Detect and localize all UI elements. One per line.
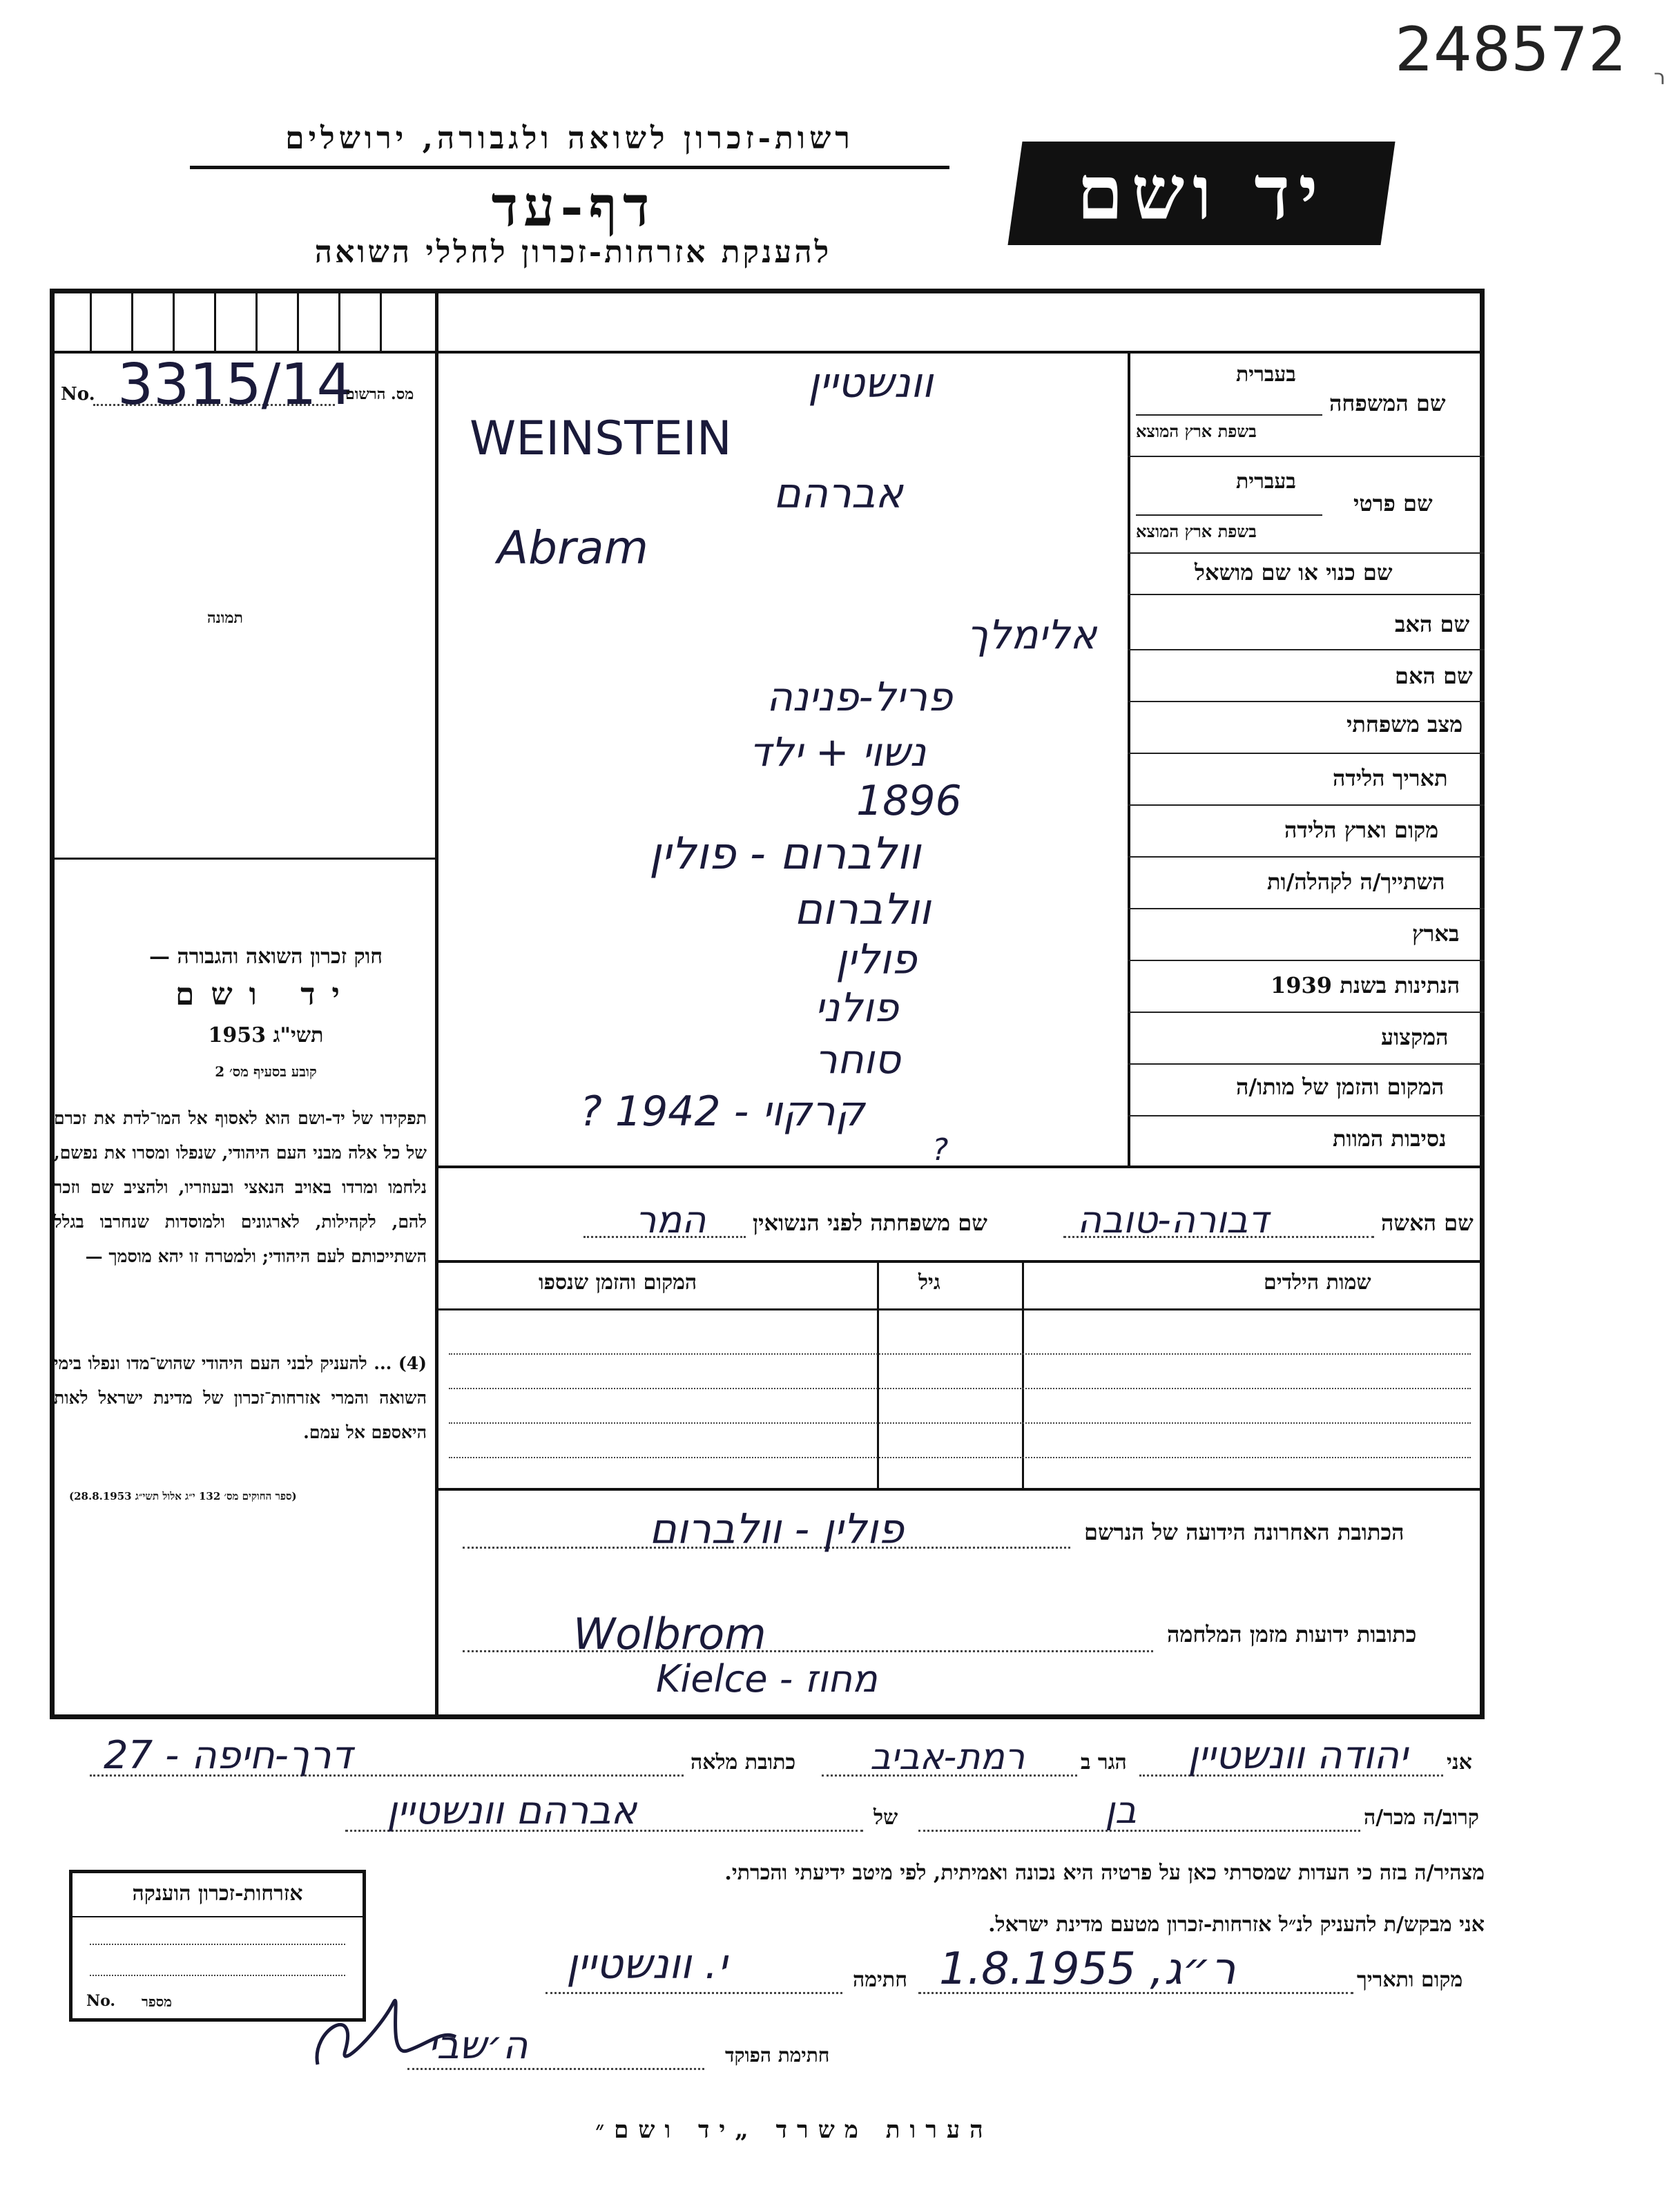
family-name-hebrew-value: וונשטיין: [808, 359, 934, 407]
father-label: שם האב: [1395, 611, 1470, 637]
declarant-name: יהודה וונשטיין: [1188, 1733, 1408, 1778]
children-col-divider: [1022, 1261, 1024, 1489]
tick: [214, 289, 216, 351]
death-label: המקום והזמן של מותו/ה: [1236, 1074, 1445, 1100]
citizenship-value: פולני: [815, 984, 899, 1031]
children-col-divider: [877, 1261, 879, 1489]
death-value: קרקוי - 1942 ?: [580, 1087, 865, 1136]
granted-box-rule: [73, 1916, 363, 1917]
birth-place-value: וולברום - פולין: [649, 829, 921, 880]
first-name-sub-origin: בשפת ארץ המוצא: [1136, 521, 1257, 541]
granted-number-label: מספר: [142, 1993, 172, 2010]
form-title: דף-עד: [491, 174, 655, 239]
no-label: No.: [61, 384, 95, 405]
mother-label: שם האם: [1395, 663, 1473, 689]
first-name-sub-hebrew: בעברית: [1236, 470, 1296, 494]
marital-label: מצב משפחתי: [1346, 711, 1463, 737]
corner-mark: ר: [1654, 66, 1665, 90]
officer-signature-scrawl: [304, 1989, 463, 2078]
community-label: השתייך/ה לקהלה/ות: [1267, 869, 1445, 895]
officer-signature: ה׳שבי: [428, 2023, 528, 2068]
tick: [131, 289, 133, 351]
section-divider: [436, 1260, 1485, 1263]
child-row: [449, 1388, 1471, 1389]
wife-value: דבורה-טובה: [1077, 1198, 1268, 1241]
rule: [1128, 1115, 1485, 1116]
wife-label: שם האשה: [1381, 1210, 1474, 1236]
declarant-signature: י. וונשטיין: [566, 1940, 727, 1989]
registration-label: מס. הרשום: [345, 385, 414, 403]
law-text-2: (4) ... להעניק לבני העם היהודי שהוש־מדו ונפלו בימי השואה והמרי אזרחות־זכרון של מדינת ישראל לאות היאספם אל עמם.: [54, 1353, 427, 1442]
profession-label: המקצוע: [1381, 1024, 1449, 1050]
child-row: [449, 1422, 1471, 1424]
signature-dotline: [545, 1992, 842, 1994]
place-date-label: מקום ותאריך: [1357, 1968, 1463, 1992]
child-row: [449, 1457, 1471, 1458]
community-value: וולברום: [794, 884, 931, 934]
rule: [1128, 701, 1485, 702]
first-name-hebrew-value: אברהם: [773, 470, 903, 518]
war-address-dotline: [463, 1650, 1153, 1652]
law-year: תשי"ג 1953: [208, 1023, 324, 1047]
wife-maiden-value: המר: [635, 1198, 706, 1241]
authority-underline: [190, 166, 949, 169]
granted-box-dotline: [90, 1975, 345, 1976]
form-subtitle: להענקת אזרחות-זכרון לחללי השואה: [314, 235, 832, 270]
logo-text: יד ושם: [1076, 150, 1326, 237]
rule: [1128, 1012, 1485, 1013]
country-value: פולין: [836, 936, 917, 984]
birth-date-value: 1896: [856, 777, 962, 825]
family-name-sub-origin: בשפת ארץ המוצא: [1136, 421, 1257, 441]
war-address-value-1: Wolbrom: [573, 1609, 766, 1659]
officer-signature-label: חתימת הפוקד: [725, 2044, 830, 2067]
left-column-divider: [435, 289, 438, 1719]
rule: [1128, 649, 1485, 650]
photo-bottom-line: [50, 858, 436, 860]
war-address-value-2: Kielce - מחוז: [656, 1657, 878, 1701]
signature-label: חתימה: [853, 1968, 907, 1992]
tick: [338, 289, 340, 351]
rule: [1128, 856, 1485, 858]
resides-label: הגר ב: [1081, 1750, 1127, 1774]
rule: [1128, 1063, 1485, 1065]
relation-dotline: [918, 1830, 1360, 1832]
nickname-label: שם כנוי או שם מושאל: [1195, 559, 1393, 586]
declaration-text: מצהיר/ה בזה כי העדות שמסרתי כאן על פרטיה היא נכונה ואמיתית, לפי מיטב ידיעתי והכרתי.: [724, 1861, 1485, 1885]
archive-number: 248572: [1395, 14, 1627, 85]
family-name-label: שם המשפחה: [1329, 390, 1446, 416]
rule: [1128, 753, 1485, 754]
war-address-label: כתובות ידועות מזמן המלחמה: [1167, 1621, 1417, 1647]
death-cause-label: נסיבות המוות: [1333, 1125, 1447, 1152]
footer-notes: הערות משרד „יד ושם״: [595, 2116, 993, 2144]
law-name: יד ושם: [175, 977, 356, 1012]
tick: [297, 289, 299, 351]
declarant-city: רמת-אביב: [870, 1737, 1025, 1778]
death-cause-value: ?: [932, 1132, 949, 1168]
declarant-i-label: אני: [1447, 1750, 1472, 1774]
first-name-origin-value: Abram: [497, 521, 648, 574]
tick: [90, 289, 92, 351]
law-source: (ספר החוקים מס׳ 132 י״ג אלול תשי״ג 28.8.1953): [69, 1490, 297, 1502]
children-header-place: המקום והזמן שנספו: [539, 1270, 697, 1295]
rule: [1128, 594, 1485, 595]
section-divider: [436, 1488, 1485, 1491]
declarant-relation: בן: [1105, 1788, 1137, 1832]
rule: [1136, 514, 1322, 516]
law-title: חוק זכרון השואה והגבורה —: [149, 945, 383, 969]
marital-value: נשוי + ילד: [749, 728, 927, 775]
children-header-age: גיל: [918, 1270, 940, 1295]
of-label: של: [873, 1806, 898, 1830]
rule: [1128, 804, 1485, 806]
place-date-value: ר״ג, 1.8.1955: [939, 1944, 1236, 1995]
section-divider: [436, 1165, 1485, 1168]
relative-label: קרוב/ה מכר/ה: [1364, 1806, 1479, 1830]
declarant-address: דרך-חיפה - 27: [104, 1733, 353, 1778]
country-label: בארץ: [1412, 920, 1460, 947]
tick: [173, 289, 175, 351]
children-header-names: שמות הילדים: [1264, 1270, 1371, 1295]
granted-no-label: No.: [86, 1992, 116, 2010]
citizenship-label: הנתינות בשנת 1939: [1271, 972, 1460, 998]
birth-place-label: מקום וארץ הלידה: [1284, 817, 1439, 843]
request-text: אני מבקש/ת להעניק לנ״ל אזרחות-זכרון מטעם מדינת ישראל.: [988, 1913, 1485, 1937]
full-address-label: כתובת מלאה: [691, 1750, 796, 1774]
wife-maiden-label: שם משפחתה לפני הנשואין: [753, 1210, 987, 1236]
rule: [1136, 414, 1322, 416]
family-name-origin-value: WEINSTEIN: [470, 412, 732, 466]
last-address-value: פולין - וולברום: [649, 1505, 904, 1554]
tick: [380, 289, 382, 351]
law-text-1: תפקידו של יד-ושם הוא לאסוף אל המו־לדת את זכרם של כל אלה מבני העם היהודי, שנפלו ומסרו את נפשם, נלחמו ומרדו באויב הנאצי ובעוזריו, ולהציב שם וזכר להם, לקהילות, לארגונים ולמוסדות שנחרבו בגלל השתייכותם לעם היהודי; ולמטרה זו יהא מוסמך —: [54, 1108, 427, 1266]
father-value: אלימלך: [967, 611, 1097, 658]
of-name: אברהם וונשטיין: [387, 1788, 637, 1833]
children-header-line: [436, 1308, 1485, 1310]
profession-value: סוחר: [815, 1036, 901, 1083]
rule: [1128, 960, 1485, 961]
first-name-label: שם פרטי: [1353, 490, 1433, 516]
tick: [255, 289, 258, 351]
family-name-sub-hebrew: בעברית: [1236, 362, 1296, 387]
granted-box-title: אזרחות-זכרון הוענקה: [132, 1882, 303, 1906]
rule: [1128, 456, 1485, 457]
authority-title: רשות-זכרון לשואה ולגבורה, ירושלים: [285, 121, 854, 156]
registration-number: 3315/14: [117, 352, 353, 418]
photo-label: תמונה: [207, 609, 243, 627]
rule: [1128, 552, 1485, 554]
birth-date-label: תאריך הלידה: [1333, 765, 1448, 791]
yad-vashem-logo: [1007, 142, 1395, 245]
rule: [1128, 908, 1485, 909]
label-column-divider: [1128, 351, 1130, 1165]
law-clause: קובע בסעיף מס׳ 2: [215, 1063, 317, 1080]
mother-value: פריל-פנינה: [766, 673, 953, 720]
granted-box-dotline: [90, 1944, 345, 1945]
child-row: [449, 1353, 1471, 1355]
last-address-label: הכתובת האחרונה הידועה של הנרשם: [1084, 1519, 1404, 1545]
